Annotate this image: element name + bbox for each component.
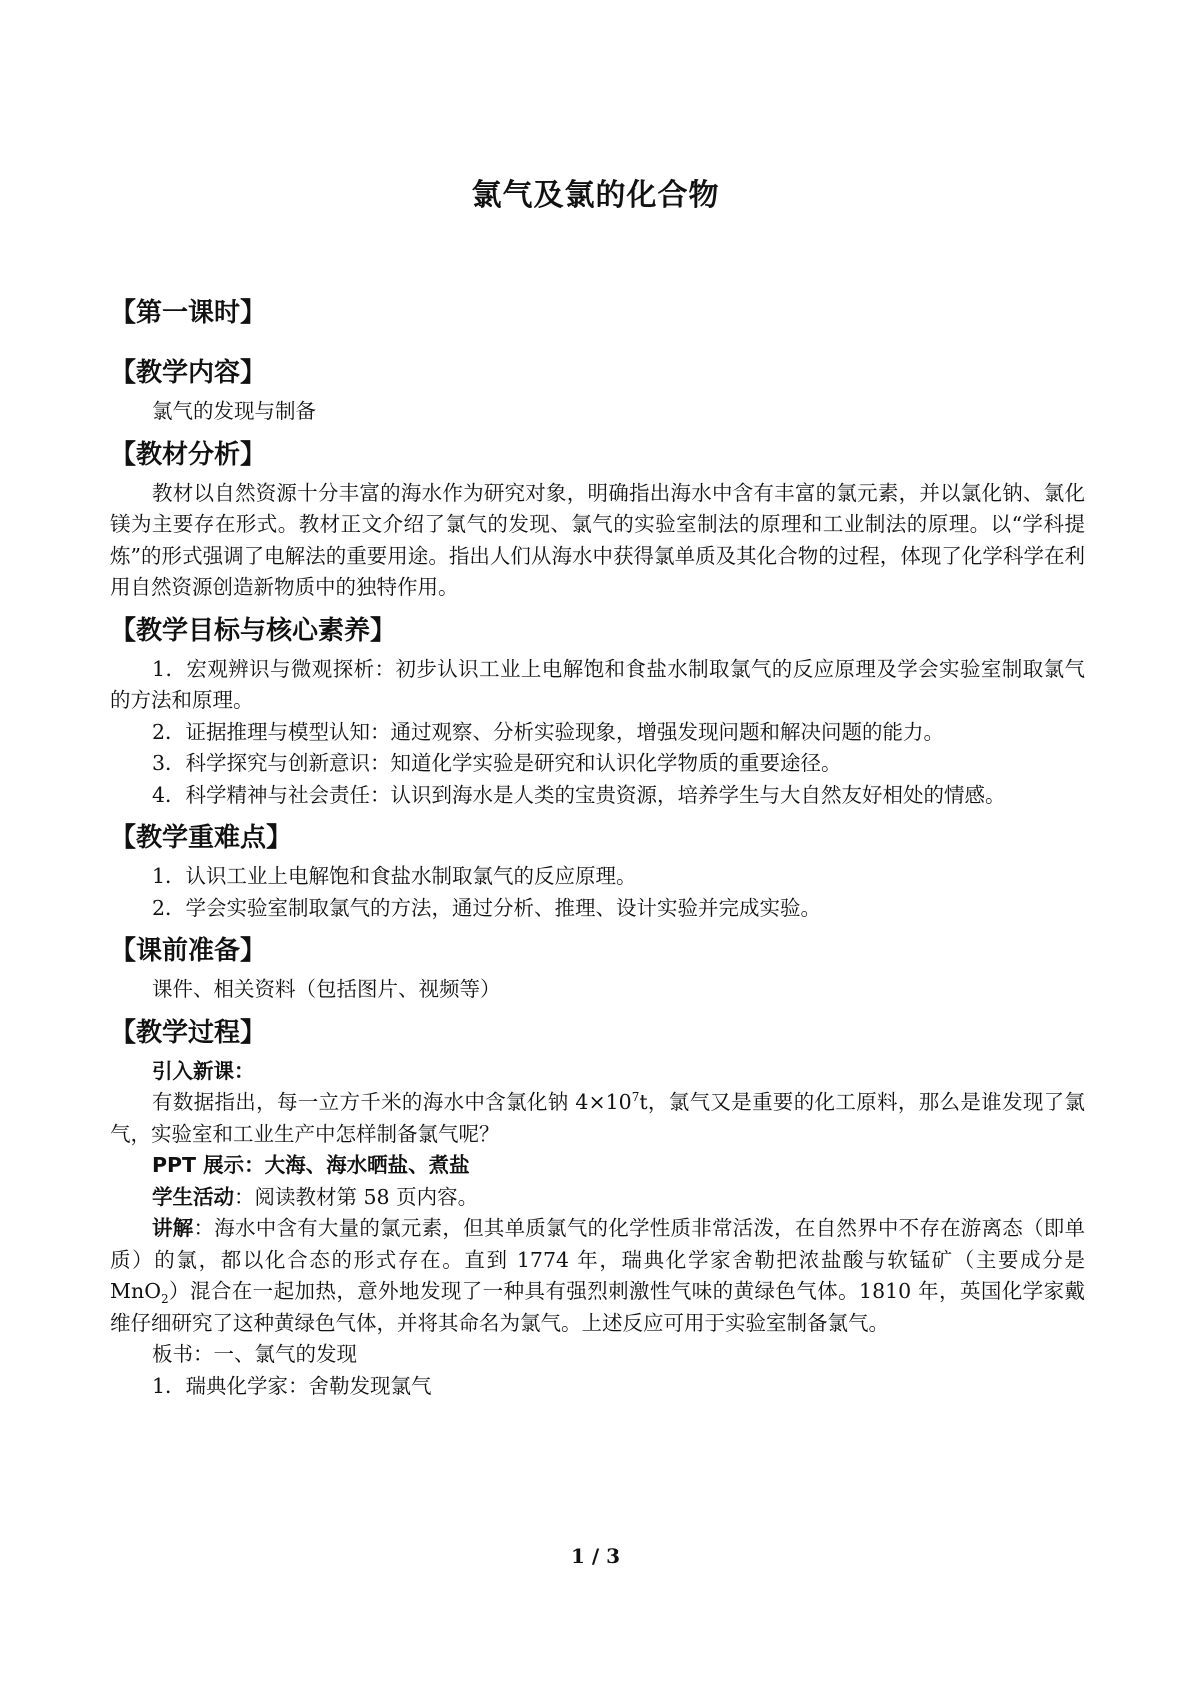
goal-item: 1．宏观辨识与微观探析：初步认识工业上电解饱和食盐水制取氯气的反应原理及学会实验室制取氯气的方法和原理。 (110, 656, 1085, 712)
intro-paragraph (110, 1087, 1085, 1150)
section-text: 课件、相关资料（包括图片、视频等） (152, 977, 501, 1001)
goal-item: 4．科学精神与社会责任：认识到海水是人类的宝贵资源，培养学生与大自然友好相处的情感。 (152, 782, 1006, 807)
page-title: 氯气及氯的化合物 (471, 178, 720, 213)
keypoint-item: 2．学会实验室制取氯气的方法，通过分析、推理、设计实验并完成实验。 (152, 895, 822, 920)
section-keypoints (110, 817, 1085, 924)
keypoint-item: 1．认识工业上电解饱和食盐水制取氯气的反应原理。 (152, 864, 637, 888)
lesson-heading: 【第一课时】 (110, 298, 267, 328)
page-number (0, 1544, 1191, 1568)
section-heading: 【教学过程】 (110, 1017, 267, 1048)
ppt-label: PPT 展示：大海、海水晒盐、煮盐 (152, 1153, 470, 1177)
section-content (110, 352, 1085, 428)
section-text: 教材以自然资源十分丰富的海水作为研究对象，明确指出海水中含有丰富的氯元素，并以氯化钠、氯化镁为主要存在形式。教材正文介绍了氯气的发现、氯气的实验室制法的原理和工业制法的原理。以“学科提炼”的形式强调了电解法的重要用途。指出人们从海水中获得氯单质及其化合物的过程，体现了化学科学在利用自然资源创造新物质中的独特作用。 (110, 480, 1085, 599)
activity-line (110, 1182, 1085, 1214)
board-item: 1．瑞典化学家：舍勒发现氯气 (152, 1373, 432, 1398)
intro-exponent: 7 (631, 1090, 640, 1105)
page-separator: / (584, 1544, 607, 1568)
section-prep (110, 930, 1085, 1006)
activity-label: 学生活动 (152, 1184, 234, 1209)
explain-label: 讲解 (152, 1216, 194, 1240)
section-process (110, 1012, 1085, 1403)
explain-text-b: ）混合在一起加热，意外地发现了一种具有强烈刺激性气味的黄绿色气体。1810 年，英国化学家戴维仔细研究了这种黄绿色气体，并将其命名为氯气。上述反应可用于实验室制备氯气。 (110, 1279, 1085, 1335)
section-goals (110, 610, 1085, 812)
board-line: 板书：一、氯气的发现 (152, 1342, 357, 1366)
explain-text-a: ：海水中含有大量的氯元素，但其单质氯气的化学性质非常活泼，在自然界中不存在游离态（即单质）的氯，都以化合态的形式存在。直到 1774 年，瑞典化学家舍勒把浓盐酸与软锰矿（主要成分是 MnO (110, 1216, 1086, 1303)
intro-text-b: t，氯气又是重要的化工原料，那么是谁发现了氯气，实验室和工业生产中怎样制备氯气呢？ (110, 1090, 1085, 1146)
explain-paragraph (110, 1213, 1085, 1339)
goal-item: 2．证据推理与模型认知：通过观察、分析实验现象，增强发现问题和解决问题的能力。 (152, 719, 945, 744)
intro-text-a: 有数据指出，每一立方千米的海水中含氯化钠 4×10 (152, 1090, 632, 1114)
section-heading: 【教学内容】 (110, 358, 267, 388)
goal-item: 3．科学探究与创新意识：知道化学实验是研究和认识化学物质的重要途径。 (152, 751, 842, 775)
section-heading: 【教学目标与核心素养】 (110, 615, 397, 646)
intro-label-line (110, 1056, 1085, 1088)
activity-text: ：阅读教材第 58 页内容。 (234, 1184, 479, 1209)
section-heading: 【教学重难点】 (110, 823, 293, 853)
section-heading: 【课前准备】 (110, 936, 267, 966)
page-total: 3 (606, 1544, 621, 1568)
section-text: 氯气的发现与制备 (152, 399, 316, 423)
section-heading: 【教材分析】 (110, 439, 267, 470)
explain-subscript: 2 (161, 1292, 169, 1307)
intro-label: 引入新课： (152, 1058, 255, 1083)
document-body (110, 292, 1085, 1408)
page-current: 1 (570, 1544, 585, 1568)
section-analysis (110, 434, 1085, 604)
ppt-line (110, 1150, 1085, 1182)
